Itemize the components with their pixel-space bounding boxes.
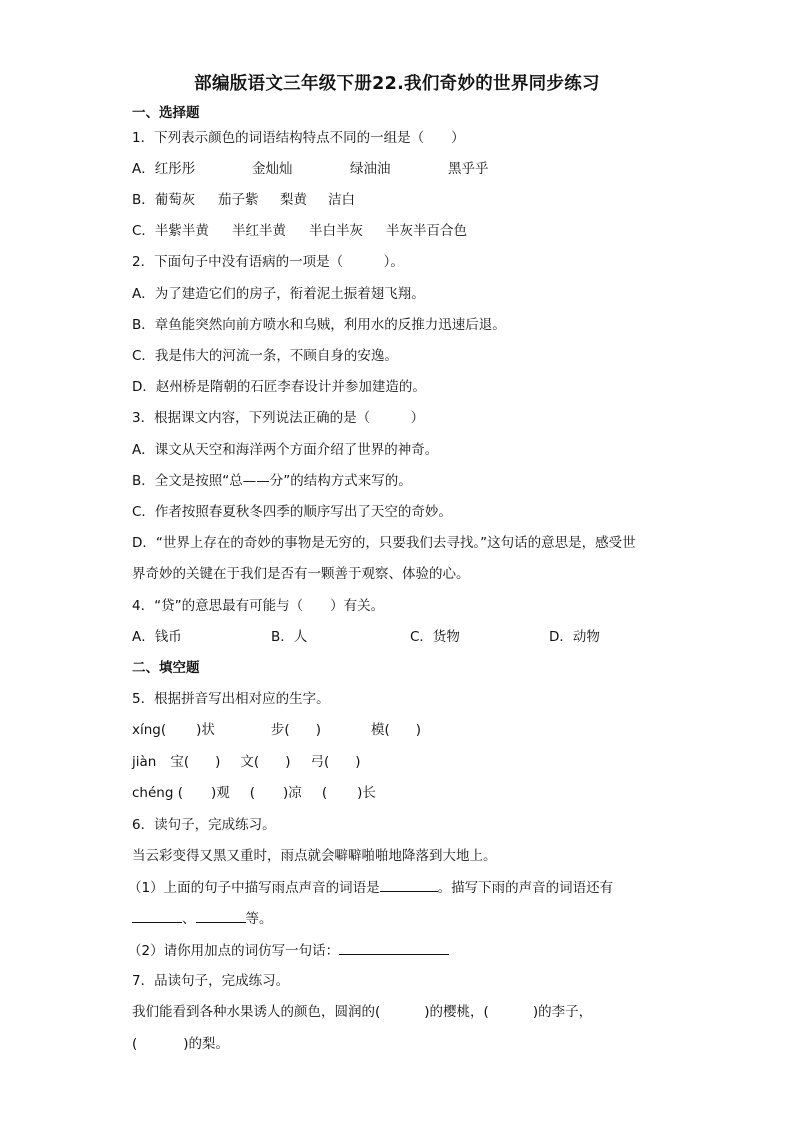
q5-row-1 [132,720,421,740]
q1-stem: 1．下列表示颜色的词语结构特点不同的一组是（ ） [132,130,465,146]
q2-option-a: A．为了建造它们的房子，衔着泥土振着翅飞翔。 [132,286,425,302]
q5-r3-t4: )凉 [283,785,302,801]
q3-option-a: A．课文从天空和海洋两个方面介绍了世界的神奇。 [132,442,439,458]
q3-option-d-line1: D．“世界上存在的奇妙的事物是无穷的，只要我们去寻找。”这句话的意思是，感受世 [132,535,636,551]
q1-option-c [132,221,467,241]
q6-part2 [128,940,449,961]
q4-stem: 4．“贷”的意思最有可能与（ ）有关。 [132,598,385,614]
q5-stem: 5．根据拼音写出相对应的生字。 [132,691,330,707]
q6-blank-3[interactable] [196,908,246,923]
q7-l1-text-a: 我们能看到各种水果诱人的颜色，圆润的( [132,1004,381,1020]
q5-r2-t3: 文( [240,754,260,770]
q4-option-b: B．人 [271,629,308,645]
section-heading-choice: 一、选择题 [132,105,200,121]
q7-l1-text-c: )的李子， [532,1004,593,1020]
q7-l1-text-b: )的樱桃，( [424,1004,489,1020]
q5-r3-t5: ( [321,785,328,801]
q5-r2-t5: 弓( [310,754,330,770]
q4-options [132,627,600,647]
q5-r1-t6: ) [415,722,422,738]
q6-part1 [128,877,613,898]
q5-r2-t6: ) [355,754,361,770]
q7-l2-text-a: ( [132,1036,138,1052]
q5-r2-t2: ) [215,754,221,770]
q5-r2-t4: ) [285,754,291,770]
q1-c-word-1: C．半紫半黄 [132,223,209,239]
q5-r2-pinyin: jiàn [132,754,157,770]
q2-option-c: C．我是伟大的河流一条，不顾自身的安逸。 [132,348,398,364]
q7-line-2 [132,1034,229,1054]
q1-c-word-2: 半红半黄 [232,223,286,239]
q5-r3-t6: )长 [357,785,376,801]
q4-option-a: A．钱币 [132,629,182,645]
q6-p2-text: （2）请你用加点的词仿写一句话： [128,943,340,959]
q7-line-1 [132,1002,592,1022]
q1-b-word-4: 洁白 [328,192,355,208]
q3-option-b: B．全文是按照“总——分”的结构方式来写的。 [132,473,412,489]
q5-r1-t5: 模( [370,722,390,738]
q5-r3-t1: chéng ( [132,785,183,801]
q4-option-d: D．动物 [549,629,600,645]
q5-r1-t2: )状 [196,722,215,738]
q1-c-word-3: 半白半灰 [309,223,363,239]
q5-r3-t3: ( [249,785,256,801]
section-heading-fill: 二、填空题 [132,660,200,676]
q7-stem: 7．品读句子，完成练习。 [132,973,290,989]
q6-stem: 6．读句子，完成练习。 [132,817,276,833]
q1-c-word-4: 半灰半百合色 [386,223,467,239]
q2-option-b: B．章鱼能突然向前方喷水和乌贼，利用水的反推力迅速后退。 [132,317,506,333]
q1-a-word-1: A．红彤彤 [132,161,196,177]
q1-option-b [132,190,355,210]
q5-r2-t1: 宝( [170,754,190,770]
q5-r3-t2: )观 [210,785,230,801]
q3-stem: 3．根据课文内容，下列说法正确的是（ ） [132,410,425,426]
q6-part1-cont [132,908,273,929]
q6-blank-4[interactable] [339,940,449,955]
q5-row-2 [132,752,361,772]
q5-r1-t4: ) [315,722,321,738]
q3-option-d-line2: 界奇妙的关键在于我们是否有一颗善于观察、体验的心。 [132,566,470,582]
q5-r1-t3: 步( [270,722,290,738]
q6-p1-text-b: 。描写下雨的声音的词语还有 [437,880,614,896]
q5-row-3 [132,783,376,803]
q2-option-d: D．赵州桥是隋朝的石匠李春设计并参加建造的。 [132,379,426,395]
q1-a-word-3: 绿油油 [350,161,391,177]
q6-p1-text-a: （1）上面的句子中描写雨点声音的词语是 [128,880,380,896]
page-title: 部编版语文三年级下册22.我们奇妙的世界同步练习 [194,74,600,94]
q1-option-a [132,159,489,179]
q1-b-word-2: 茄子紫 [218,192,259,208]
q1-a-word-4: 黑乎乎 [448,161,489,177]
q1-b-word-1: B．葡萄灰 [132,192,196,208]
q6-blank-1[interactable] [380,877,438,892]
q6-p1-text-c: 、 [182,911,196,927]
q7-l2-text-b: )的梨。 [183,1036,230,1052]
q4-option-c: C．货物 [410,629,460,645]
q5-r1-t1: xíng( [132,722,167,738]
q1-a-word-2: 金灿灿 [252,161,293,177]
q3-option-c: C．作者按照春夏秋冬四季的顺序写出了天空的奇妙。 [132,504,452,520]
q6-p1-text-d: 等。 [245,911,273,927]
q6-sentence: 当云彩变得又黑又重时，雨点就会噼噼啪啪地降落到大地上。 [132,848,497,864]
q2-stem: 2．下面句子中没有语病的一项是（ ）。 [132,254,404,270]
q1-b-word-3: 梨黄 [280,192,307,208]
q6-blank-2[interactable] [132,908,182,923]
